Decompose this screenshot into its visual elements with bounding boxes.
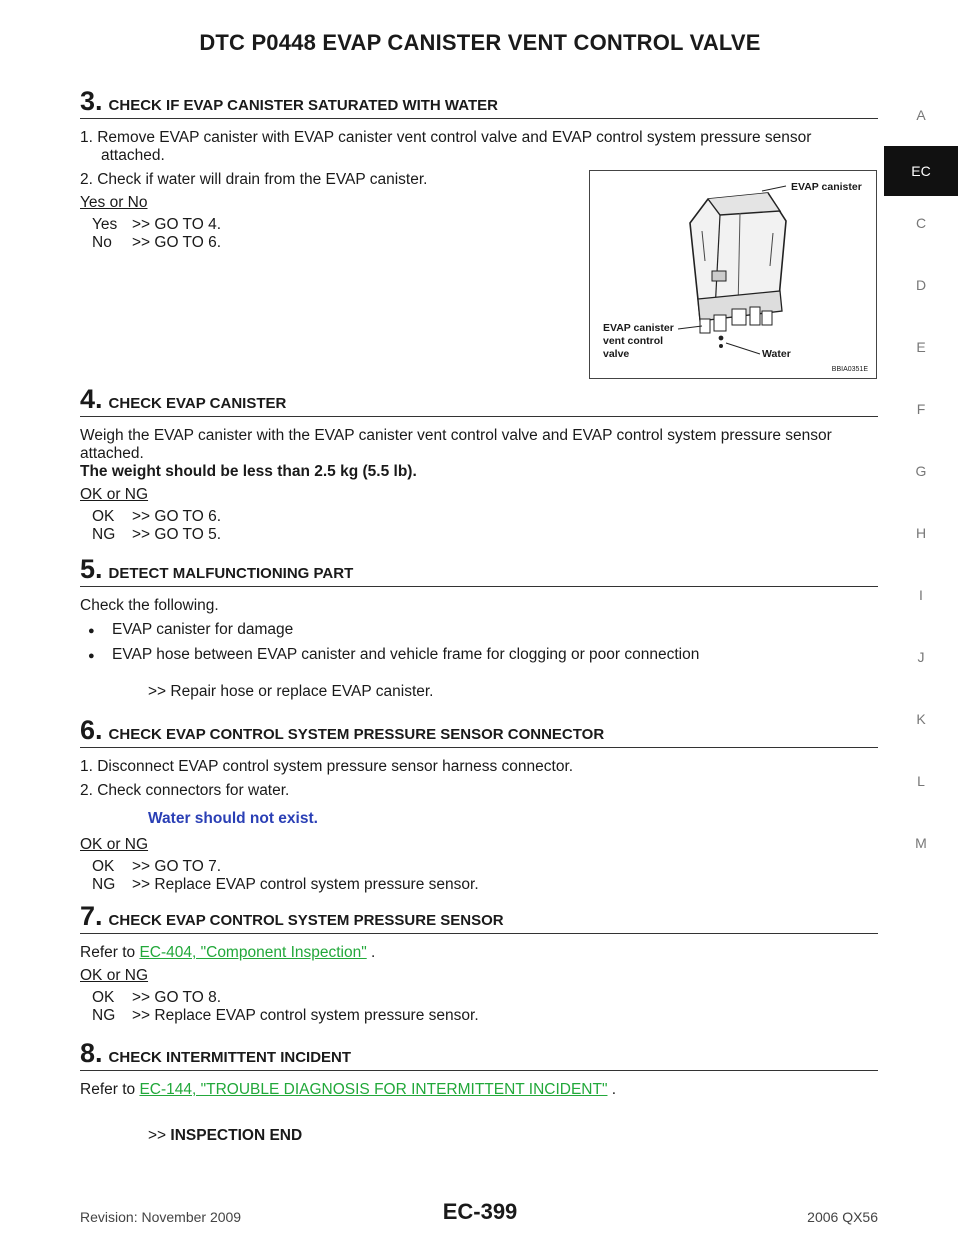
step-5-number: 5. [80,554,103,584]
side-index-f[interactable]: F [916,401,926,417]
step-8-header [80,1040,878,1071]
refer-prefix: Refer to [80,944,136,961]
evap-canister-figure [589,170,877,379]
side-index [884,100,958,890]
step-7-number: 7. [80,901,103,931]
step-4-question: OK or NG [80,486,149,503]
step-7-question: OK or NG [80,967,149,984]
step-6-spec: Water should not exist. [148,810,318,827]
answer-value: >> GO TO 5. [132,526,222,543]
step-6-question: OK or NG [80,836,149,853]
step-3-question: Yes or No [80,194,148,211]
footer-revision: Revision: November 2009 [80,1209,242,1225]
label-water: Water [762,348,791,360]
answer-key: OK [92,508,115,525]
step-5-header [80,556,878,587]
step-5-action: >> Repair hose or replace EVAP canister. [148,683,434,700]
step-4-answers [92,508,878,544]
step-6-title: CHECK EVAP CONTROL SYSTEM PRESSURE SENSOR CONNECTOR [108,726,605,743]
footer-page-number: EC-399 [442,1199,518,1224]
side-index-ec[interactable]: EC [884,146,958,196]
step-7 [80,903,878,1025]
step-6-answers [92,858,878,894]
side-index-h[interactable]: H [915,525,927,541]
side-index-m[interactable]: M [915,835,927,851]
step-5 [80,556,878,701]
step-7-answers [92,989,878,1025]
page-title: DTC P0448 EVAP CANISTER VENT CONTROL VALVE [199,30,761,55]
step-5-intro: Check the following. [80,597,219,614]
figure-code: BBIA0351E [831,366,868,373]
component-inspection-link[interactable]: EC-404, "Component Inspection" [139,944,367,961]
answer-value: >> GO TO 7. [132,858,222,875]
step-8-title: CHECK INTERMITTENT INCIDENT [108,1049,352,1066]
side-index-l[interactable]: L [917,773,925,789]
step-3-instruction-1-cont: attached. [101,147,165,164]
step-7-refer [80,944,878,962]
step-5-bullet-2: EVAP hose between EVAP canister and vehicle frame for clogging or poor connection [112,646,700,663]
step-6-instruction-1: 1. Disconnect EVAP control system pressure sensor harness connector. [80,758,574,775]
step-8 [80,1040,878,1145]
answer-value: >> GO TO 6. [132,508,222,525]
answer-key: No [92,234,112,251]
side-index-e[interactable]: E [916,339,926,355]
step-8-end [148,1127,878,1145]
footer-model: 2006 QX56 [807,1209,878,1225]
step-7-title: CHECK EVAP CONTROL SYSTEM PRESSURE SENSOR [108,912,504,929]
step-3-instruction-1: 1. Remove EVAP canister with EVAP canister vent control valve and EVAP control system pressure sensor [80,129,812,146]
answer-value: >> GO TO 8. [132,989,222,1006]
step-6-instruction-2: 2. Check connectors for water. [80,782,290,799]
bullet-icon: ● [88,625,95,637]
step-5-bullet-1: EVAP canister for damage [112,621,294,638]
label-vent-valve-3: valve [603,348,630,360]
step-4-spec: The weight should be less than 2.5 kg (5.5 lb). [80,463,417,480]
side-index-k[interactable]: K [916,711,926,727]
refer-suffix: . [371,944,376,961]
bullet-icon: ● [88,650,95,662]
step-3-header [80,88,878,119]
answer-key: NG [92,876,116,893]
side-index-j[interactable]: J [917,649,925,665]
side-index-a[interactable]: A [916,107,926,123]
list-item [88,646,878,665]
step-5-title: DETECT MALFUNCTIONING PART [108,565,354,582]
step-3-number: 3. [80,86,103,116]
answer-key: Yes [92,216,118,233]
list-item [88,621,878,640]
label-vent-valve-1: EVAP canister [603,322,674,334]
side-index-i[interactable]: I [919,587,923,603]
answer-key: OK [92,989,115,1006]
label-evap-canister: EVAP canister [791,181,862,193]
answer-key: NG [92,526,116,543]
answer-value: >> Replace EVAP control system pressure sensor. [132,876,479,893]
side-index-c[interactable]: C [915,215,927,231]
answer-value: >> GO TO 6. [132,234,222,251]
step-4-header [80,386,878,417]
intermittent-incident-link[interactable]: EC-144, "TROUBLE DIAGNOSIS FOR INTERMITTENT INCIDENT" [139,1081,608,1098]
end-prefix: >> [148,1127,167,1144]
step-6-number: 6. [80,715,103,745]
answer-key: NG [92,1007,116,1024]
step-3-title: CHECK IF EVAP CANISTER SATURATED WITH WATER [108,97,498,114]
step-4 [80,386,878,544]
step-7-header [80,903,878,934]
step-4-instruction: Weigh the EVAP canister with the EVAP canister vent control valve and EVAP control system pressure sensor [80,427,832,444]
refer-suffix: . [611,1081,617,1098]
label-vent-valve-2: vent control [603,335,664,347]
answer-value: >> Replace EVAP control system pressure sensor. [132,1007,479,1024]
step-6 [80,717,878,894]
refer-prefix: Refer to [80,1081,136,1098]
step-8-number: 8. [80,1038,103,1068]
step-3-instruction-2: 2. Check if water will drain from the EVAP canister. [80,171,428,188]
step-8-refer [80,1081,878,1099]
side-index-g[interactable]: G [915,463,927,479]
step-4-title: CHECK EVAP CANISTER [108,395,287,412]
side-index-d[interactable]: D [915,277,927,293]
step-4-number: 4. [80,384,103,414]
step-4-instruction-cont: attached. [80,445,144,462]
answer-key: OK [92,858,115,875]
answer-value: >> GO TO 4. [132,216,222,233]
end-text: INSPECTION END [170,1127,303,1144]
step-6-header [80,717,878,748]
